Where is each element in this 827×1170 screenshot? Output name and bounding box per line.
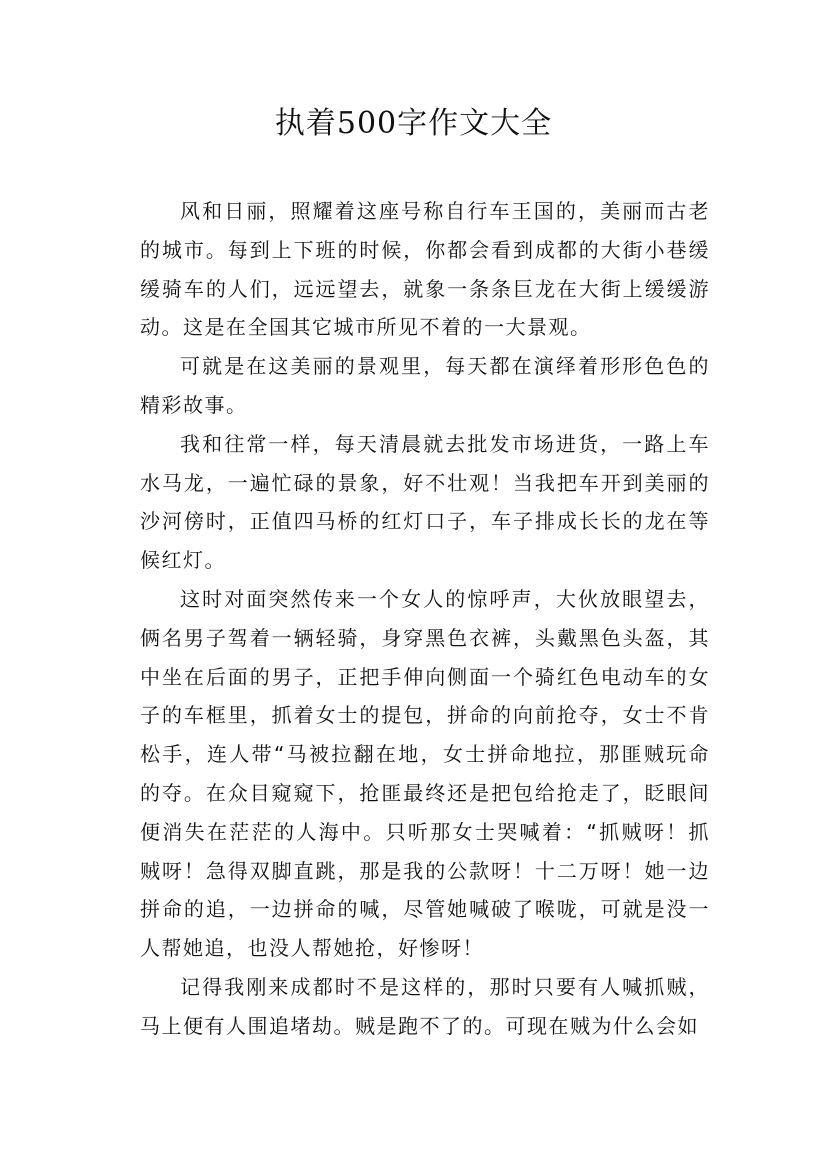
paragraph: 可就是在这美丽的景观里，每天都在演绎着形形色色的精彩故事。 bbox=[140, 354, 710, 417]
paragraph: 风和日丽，照耀着这座号称自行车王国的，美丽而古老的城市。每到上下班的时候，你都会看到成都的大街小巷缓缓骑车的人们，远远望去，就象一条条巨龙在大街上缓缓游动。这是在全国其它城市所见不着的一大景观。 bbox=[140, 199, 710, 340]
document-body bbox=[140, 192, 710, 1046]
document-title: 执着500字作文大全 bbox=[274, 106, 553, 141]
paragraph: 这时对面突然传来一个女人的惊呼声，大伙放眼望去，俩名男子驾着一辆轻骑，身穿黑色衣裤，头戴黑色头盔，其中坐在后面的男子，正把手伸向侧面一个骑红色电动车的女子的车框里，抓着女士的提包，拼命的向前抢夺，女士不肯松手，连人带“马被拉翻在地，女士拼命地拉，那匪贼玩命的夺。在众目窥窥下，抢匪最终还是把包给抢走了，眨眼间便消失在茫茫的人海中。只听那女士哭喊着：“抓贼呀！抓贼呀！急得双脚直跳，那是我的公款呀！十二万呀！她一边拼命的追，一边拼命的喊，尽管她喊破了喉咙，可就是没一人帮她追，也没人帮她抢，好惨呀！ bbox=[140, 586, 710, 961]
paragraph: 记得我刚来成都时不是这样的，那时只要有人喊抓贼，马上便有人围追堵劫。贼是跑不了的。可现在贼为什么会如 bbox=[140, 974, 710, 1038]
paragraph: 我和往常一样，每天清晨就去批发市场进货，一路上车水马龙，一遍忙碌的景象，好不壮观！当我把车开到美丽的沙河傍时，正值四马桥的红灯口子，车子排成长长的龙在等候红灯。 bbox=[140, 431, 710, 573]
